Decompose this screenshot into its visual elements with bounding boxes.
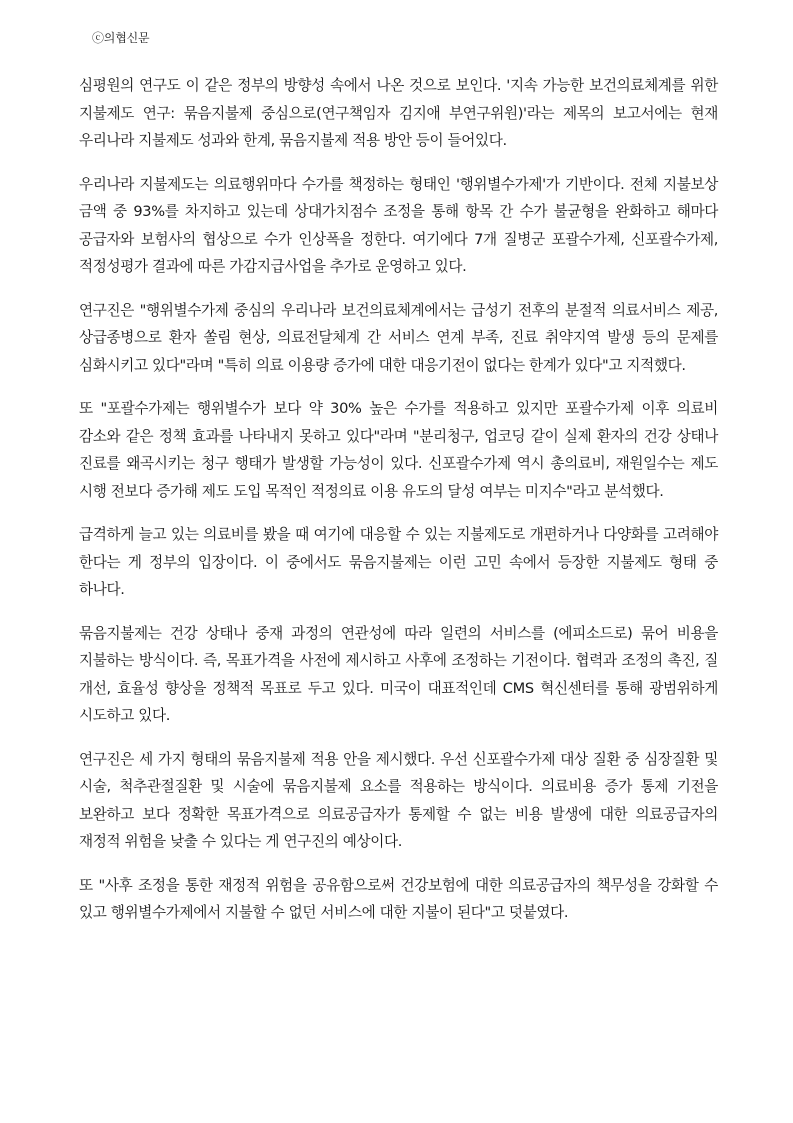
article-paragraph: 묶음지불제는 건강 상태나 중재 과정의 연관성에 따라 일련의 서비스를 (에피소드로) 묶어 비용을 지불하는 방식이다. 즉, 목표가격을 사전에 제시하고 사후에 조정하는 기전이다. 협력과 조정의 촉진, 질 개선, 효율성 향상을 정책적 목표로 두고 있다. 미국이 대표적인데 CMS 혁신센터를 통해 광범위하게 시도하고 있다. [79, 624, 718, 724]
article-paragraph: 연구진은 "행위별수가제 중심의 우리나라 보건의료체계에서는 급성기 전후의 분절적 의료서비스 제공, 상급종병으로 환자 쏠림 현상, 의료전달체계 간 서비스 연계 부족, 진료 취약지역 발생 등의 문제를 심화시키고 있다"라며 "특히 의료 이용량 증가에 대한 대응기전이 없다는 한계가 있다"고 지적했다. [79, 301, 718, 374]
article-body [79, 72, 718, 943]
article-paragraph: 우리나라 지불제도는 의료행위마다 수가를 책정하는 형태인 '행위별수가제'가 기반이다. 전체 지불보상 금액 중 93%를 차지하고 있는데 상대가치점수 조정을 통해 항목 간 수가 불균형을 완화하고 해마다 공급자와 보험사의 협상으로 수가 인상폭을 정한다. 여기에다 7개 질병군 포괄수가제, 신포괄수가제, 적정성평가 결과에 따른 가감지급사업을 추가로 운영하고 있다. [79, 175, 718, 275]
article-paragraph: 심평원의 연구도 이 같은 정부의 방향성 속에서 나온 것으로 보인다. '지속 가능한 보건의료체계를 위한 지불제도 연구: 묶음지불제 중심으로(연구책임자 김지애 부연구위원)'라는 제목의 보고서에는 현재 우리나라 지불제도 성과와 한계, 묶음지불제 적용 방안 등이 들어있다. [79, 77, 718, 149]
article-paragraph: 또 "포괄수가제는 행위별수가 보다 약 30% 높은 수가를 적용하고 있지만 포괄수가제 이후 의료비 감소와 같은 정책 효과를 나타내지 못하고 있다"라며 "분리청구, 업코딩 같이 실제 환자의 건강 상태나 진료를 왜곡시키는 청구 행태가 발생할 가능성이 있다. 신포괄수가제 역시 총의료비, 재원일수는 제도 시행 전보다 증가해 제도 도입 목적인 적정의료 이용 유도의 달성 여부는 미지수"라고 분석했다. [79, 400, 718, 500]
article-paragraph: 연구진은 세 가지 형태의 묶음지불제 적용 안을 제시했다. 우선 신포괄수가제 대상 질환 중 심장질환 및 시술, 척추관절질환 및 시술에 묶음지불제 요소를 적용하는 방식이다. 의료비용 증가 통제 기전을 보완하고 보다 정확한 목표가격으로 의료공급자가 통제할 수 없는 비용 발생에 대한 의료공급자의 재정적 위험을 낮출 수 있다는 게 연구진의 예상이다. [79, 750, 718, 850]
article-paragraph: 또 "사후 조정을 통한 재정적 위험을 공유함으로써 건강보험에 대한 의료공급자의 책무성을 강화할 수 있고 행위별수가제에서 지불할 수 없던 서비스에 대한 지불이 된다"고 덧붙였다. [79, 876, 718, 921]
copyright-label: ⓒ의협신문 [92, 31, 150, 45]
article-paragraph: 급격하게 늘고 있는 의료비를 봤을 때 여기에 대응할 수 있는 지불제도로 개편하거나 다양화를 고려해야 한다는 게 정부의 입장이다. 이 중에서도 묶음지불제는 이런 고민 속에서 등장한 지불제도 형태 중 하나다. [79, 526, 718, 598]
